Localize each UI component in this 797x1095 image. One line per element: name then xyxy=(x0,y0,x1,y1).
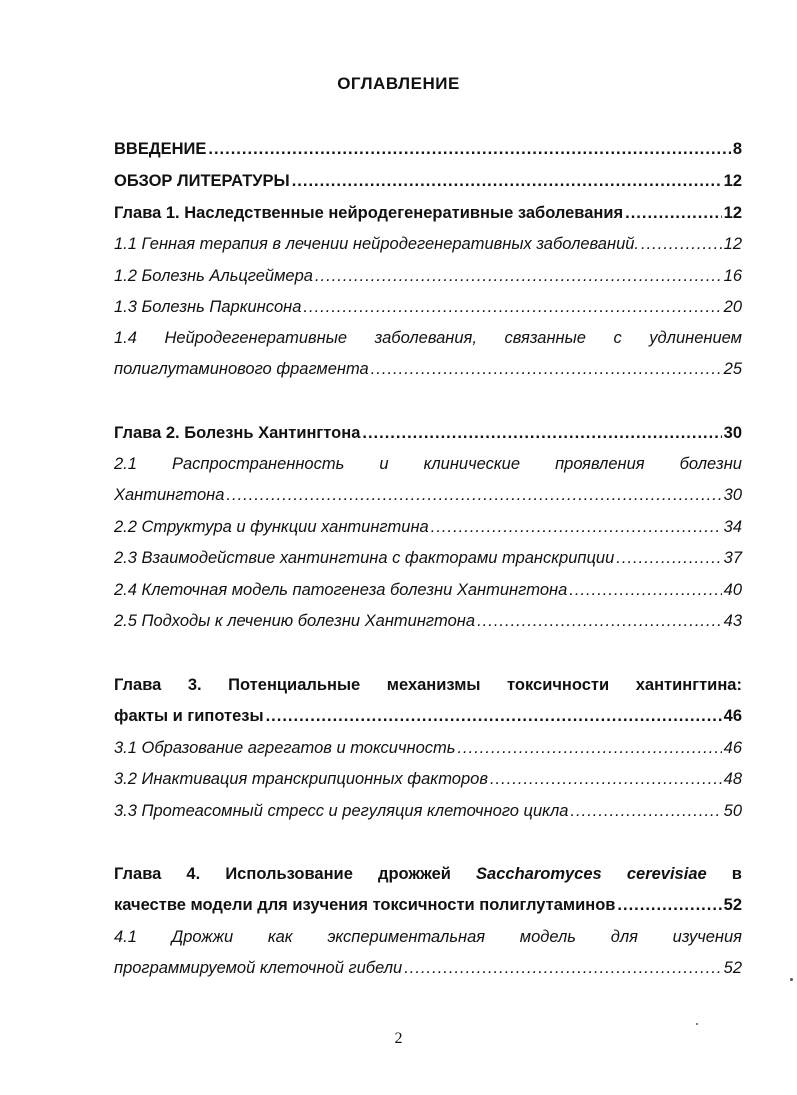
toc-entry-section-1-1[interactable] xyxy=(114,233,742,255)
dot-leader xyxy=(625,202,722,224)
toc-word: проявления xyxy=(555,455,645,473)
toc-word: дрожжей xyxy=(378,865,451,883)
dot-leader xyxy=(266,705,722,727)
toc-word: связанные xyxy=(504,329,586,347)
toc-entry-chapter-4[interactable] xyxy=(114,863,742,885)
toc-word: изучения xyxy=(672,928,742,946)
toc-entry-section-2-1[interactable] xyxy=(114,453,742,475)
toc-word: с xyxy=(613,329,622,347)
toc-word: хантингтина: xyxy=(635,676,742,694)
toc-page: 46 xyxy=(723,707,742,725)
dot-leader xyxy=(457,737,721,759)
toc-label: Глава 1. Наследственные нейродегенеративные заболевания xyxy=(114,204,624,222)
dot-leader xyxy=(569,579,721,601)
toc-page: 30 xyxy=(723,486,742,504)
toc-page: 48 xyxy=(723,770,742,788)
toc-word: 3. xyxy=(187,676,202,694)
toc-word: 2.1 xyxy=(114,455,137,473)
dot-leader xyxy=(303,296,721,318)
toc-page: 8 xyxy=(732,140,742,158)
toc-word: 4.1 xyxy=(114,928,137,946)
dot-leader xyxy=(431,516,722,538)
toc-page: 52 xyxy=(723,959,742,977)
toc-word: в xyxy=(731,865,742,883)
toc-entry-section-4-1[interactable] xyxy=(114,926,742,948)
toc-label: 2.3 Взаимодействие хантингтина с факторами транскрипции xyxy=(114,549,615,567)
toc-label: 2.4 Клеточная модель патогенеза болезни Хантингтона xyxy=(114,581,568,599)
toc-word: Использование xyxy=(225,865,353,883)
toc-word: Глава xyxy=(114,676,162,694)
dot-leader xyxy=(226,484,721,506)
toc-label: 2.5 Подходы к лечению болезни Хантингтона xyxy=(114,612,476,630)
toc-label: 3.2 Инактивация транскрипционных факторов xyxy=(114,770,488,788)
toc-word: Дрожжи xyxy=(171,928,234,946)
toc-word: удлинением xyxy=(649,329,742,347)
toc-entry-section-3-3[interactable] xyxy=(114,800,742,822)
toc-entry-section-1-4[interactable] xyxy=(114,327,742,349)
toc-word: модель xyxy=(519,928,576,946)
toc-entry-chapter-3[interactable] xyxy=(114,674,742,696)
toc-word: клинические xyxy=(423,455,521,473)
toc-page: 46 xyxy=(723,739,742,757)
toc-label: полиглутаминового фрагмента xyxy=(114,360,369,378)
toc-page: 43 xyxy=(723,612,742,630)
toc-page: 37 xyxy=(723,549,742,567)
toc-page: 16 xyxy=(723,267,742,285)
toc-entry-introduction[interactable] xyxy=(114,138,742,160)
toc-page: 20 xyxy=(723,298,742,316)
toc-label: Глава 2. Болезнь Хантингтона xyxy=(114,424,361,442)
toc-entry-chapter-3-cont[interactable] xyxy=(114,705,742,727)
toc-word: Saccharomyces xyxy=(476,865,602,883)
dot-leader xyxy=(404,957,721,979)
toc-page: 12 xyxy=(723,235,742,253)
toc-label: 3.1 Образование агрегатов и токсичность xyxy=(114,739,456,757)
toc-word: cerevisiae xyxy=(626,865,707,883)
toc-word: Потенциальные xyxy=(228,676,361,694)
toc-label: 1.1 Генная терапия в лечении нейродегенеративных заболеваний. xyxy=(114,235,640,253)
toc-page: 52 xyxy=(723,896,742,914)
dot-leader xyxy=(617,894,721,916)
dot-leader xyxy=(641,233,722,255)
toc-entry-section-2-4[interactable] xyxy=(114,579,742,601)
toc-entry-section-2-3[interactable] xyxy=(114,547,742,569)
toc-word: 1.4 xyxy=(114,329,137,347)
toc-word: токсичности xyxy=(507,676,610,694)
toc-entry-section-2-5[interactable] xyxy=(114,610,742,632)
toc-entry-section-4-1-cont[interactable] xyxy=(114,957,742,979)
dot-leader xyxy=(362,422,721,444)
toc-label: 1.3 Болезнь Паркинсона xyxy=(114,298,302,316)
toc-entry-section-2-1-cont[interactable] xyxy=(114,484,742,506)
toc-word: механизмы xyxy=(386,676,481,694)
dot-leader xyxy=(490,768,722,790)
toc-entry-chapter-1[interactable] xyxy=(114,202,742,224)
dot-leader xyxy=(292,170,722,192)
toc-entry-section-3-1[interactable] xyxy=(114,737,742,759)
toc-label: 1.2 Болезнь Альцгеймера xyxy=(114,267,313,285)
toc-label: 2.2 Структура и функции хантингтина xyxy=(114,518,429,536)
page-title: ОГЛАВЛЕНИЕ xyxy=(337,74,460,93)
toc-word: и xyxy=(379,455,389,473)
scan-speck xyxy=(790,978,793,981)
toc-word: заболевания, xyxy=(374,329,477,347)
toc-label: 3.3 Протеасомный стресс и регуляция клеточного цикла xyxy=(114,802,569,820)
toc-label: Хантингтона xyxy=(114,486,225,504)
toc-entry-section-1-4-cont[interactable] xyxy=(114,358,742,380)
toc-page: 40 xyxy=(723,581,742,599)
toc-page: 25 xyxy=(723,360,742,378)
dot-leader xyxy=(616,547,721,569)
toc-entry-chapter-2[interactable] xyxy=(114,422,742,444)
dot-leader xyxy=(371,358,722,380)
toc-entry-chapter-4-cont[interactable] xyxy=(114,894,742,916)
toc-word: Нейродегенеративные xyxy=(164,329,348,347)
toc-label: ОБЗОР ЛИТЕРАТУРЫ xyxy=(114,172,290,190)
dot-leader xyxy=(315,265,722,287)
toc-word: 4. xyxy=(186,865,201,883)
toc-label: факты и гипотезы xyxy=(114,707,264,725)
toc-word: Глава xyxy=(114,865,162,883)
toc-entry-section-1-3[interactable] xyxy=(114,296,742,318)
toc-word: Распространенность xyxy=(171,455,345,473)
dot-leader xyxy=(208,138,730,160)
toc-entry-section-2-2[interactable] xyxy=(114,516,742,538)
toc-page: 50 xyxy=(723,802,742,820)
toc-entry-section-3-2[interactable] xyxy=(114,768,742,790)
toc-entry-literature-review[interactable] xyxy=(114,170,742,192)
toc-word: экспериментальная xyxy=(327,928,486,946)
toc-label: ВВЕДЕНИЕ xyxy=(114,140,207,158)
dot-leader xyxy=(570,800,721,822)
toc-entry-section-1-2[interactable] xyxy=(114,265,742,287)
toc-label: программируемой клеточной гибели xyxy=(114,959,403,977)
dot-leader xyxy=(477,610,722,632)
scan-speck xyxy=(696,1023,698,1025)
toc-page: 12 xyxy=(723,172,742,190)
toc-word: болезни xyxy=(679,455,742,473)
toc-page: 30 xyxy=(723,424,742,442)
toc-page: 12 xyxy=(723,204,742,222)
page-number: 2 xyxy=(394,1030,403,1047)
toc-page: 34 xyxy=(723,518,742,536)
toc-word: как xyxy=(267,928,293,946)
toc-label: качестве модели для изучения токсичности полиглутаминов xyxy=(114,896,616,914)
toc-word: для xyxy=(610,928,638,946)
